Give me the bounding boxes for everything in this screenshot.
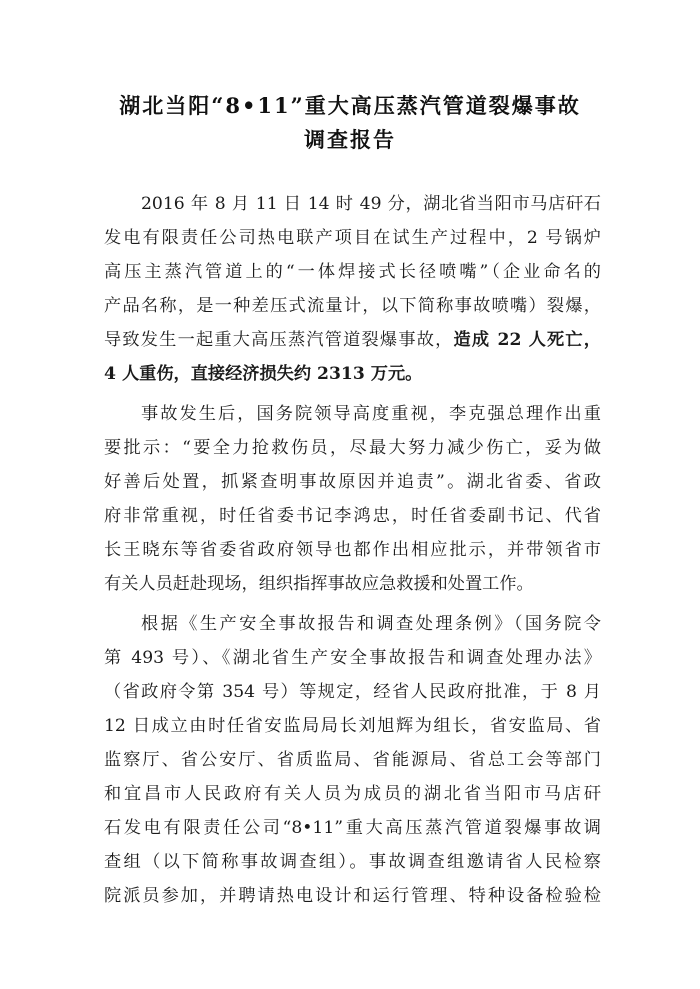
paragraph-3-line-6: 和宜昌市人民政府有关人员为成员的湖北省当阳市马店矸 <box>104 784 601 804</box>
paragraph-2-line-5: 长王晓东等省委省政府领导也都作出相应批示，并带领省市 <box>104 540 601 560</box>
paragraph-3-line-7: 石发电有限责任公司“8•11”重大高压蒸汽管道裂爆事故调 <box>104 818 601 838</box>
paragraph-1-line-4: 产品名称，是一种差压式流量计，以下简称事故喷嘴）裂爆， <box>104 296 601 316</box>
casualty-highlight-injuries-loss: 4 人重伤，直接经济损失约 2313 万元。 <box>104 364 423 384</box>
paragraph-2-line-6: 有关人员赶赴现场，组织指挥事故应急救援和处置工作。 <box>104 574 534 594</box>
paragraph-3-line-4: 12 日成立由时任省安监局局长刘旭辉为组长，省安监局、省 <box>104 716 601 736</box>
paragraph-1-line-3: 高压主蒸汽管道上的“一体焊接式长径喷嘴”（企业命名的 <box>104 262 601 282</box>
paragraph-1-line-5 <box>104 324 601 356</box>
paragraph-3-line-9: 院派员参加，并聘请热电设计和运行管理、特种设备检验检 <box>104 886 601 906</box>
paragraph-3-line-2: 第 493 号）、《湖北省生产安全事故报告和调查处理办法》 <box>104 648 601 668</box>
paragraph-1-line-2: 发电有限责任公司热电联产项目在试生产过程中，2 号锅炉 <box>104 228 601 248</box>
paragraph-3-line-5: 监察厅、省公安厅、省质监局、省能源局、省总工会等部门 <box>104 750 601 770</box>
paragraph-2-line-2: 要批示：“要全力抢救伤员，尽最大努力减少伤亡，妥为做 <box>104 438 601 458</box>
paragraph-2-line-1: 事故发生后，国务院领导高度重视，李克强总理作出重 <box>141 404 601 424</box>
paragraph-3-line-1: 根据《生产安全事故报告和调查处理条例》（国务院令 <box>141 614 601 634</box>
paragraph-2-line-3: 好善后处置，抓紧查明事故原因并追责”。湖北省委、省政 <box>104 472 601 492</box>
paragraph-2-line-4: 府非常重视，时任省委书记李鸿忠，时任省委副书记、代省 <box>104 506 601 526</box>
paragraph-3-line-8: 查组（以下简称事故调查组）。事故调查组邀请省人民检察 <box>104 852 601 872</box>
document-title: 湖北当阳“8•11”重大高压蒸汽管道裂爆事故 <box>119 93 581 118</box>
document-subtitle: 调查报告 <box>304 127 396 152</box>
paragraph-1-line-5-plain: 导致发生一起重大高压蒸汽管道裂爆事故， <box>104 330 454 350</box>
paragraph-3-line-3: （省政府令第 354 号）等规定，经省人民政府批准，于 8 月 <box>104 682 601 702</box>
casualty-highlight-deaths: 造成 22 人死亡， <box>453 330 601 350</box>
paragraph-1-line-1: 2016 年 8 月 11 日 14 时 49 分，湖北省当阳市马店矸石 <box>141 194 601 214</box>
